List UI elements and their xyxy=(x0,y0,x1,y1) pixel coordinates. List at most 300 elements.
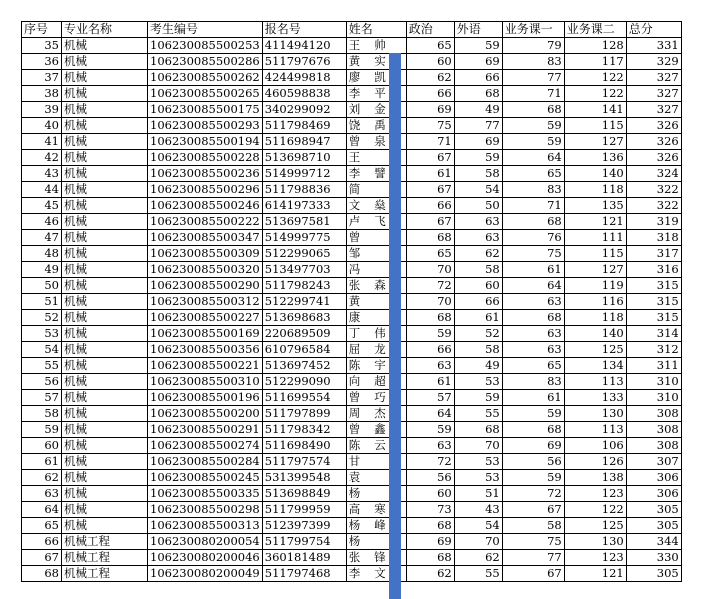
major-cell: 机械 xyxy=(62,150,148,166)
total-score: 306 xyxy=(626,486,681,502)
seq-cell: 57 xyxy=(22,390,62,406)
foreign-language-score: 43 xyxy=(454,502,502,518)
subject-two-score: 122 xyxy=(564,502,626,518)
major-cell: 机械 xyxy=(62,470,148,486)
given-name: 燊 xyxy=(374,198,386,212)
politics-score: 61 xyxy=(406,166,454,182)
table-row xyxy=(22,118,682,134)
politics-score: 72 xyxy=(406,454,454,470)
header-cell: 姓名 xyxy=(346,22,406,38)
foreign-language-score: 54 xyxy=(454,182,502,198)
registration-cell: 512299741 xyxy=(262,294,346,310)
surname: 李 xyxy=(348,86,361,100)
subject-two-score: 117 xyxy=(564,54,626,70)
subject-one-score: 67 xyxy=(502,502,564,518)
subject-two-score: 130 xyxy=(564,406,626,422)
surname: 陈 xyxy=(348,438,361,452)
politics-score: 56 xyxy=(406,470,454,486)
total-score: 311 xyxy=(626,358,681,374)
registration-cell: 513698710 xyxy=(262,150,346,166)
given-name: 巧 xyxy=(374,390,386,404)
table-row xyxy=(22,166,682,182)
subject-one-score: 65 xyxy=(502,166,564,182)
subject-two-score: 116 xyxy=(564,294,626,310)
registration-cell: 340299092 xyxy=(262,102,346,118)
given-name: 文 xyxy=(374,566,386,580)
registration-cell: 511797899 xyxy=(262,406,346,422)
header-cell: 专业名称 xyxy=(62,22,148,38)
given-name: 锋 xyxy=(374,550,386,564)
seq-cell: 68 xyxy=(22,566,62,582)
major-cell: 机械 xyxy=(62,406,148,422)
foreign-language-score: 63 xyxy=(454,214,502,230)
politics-score: 69 xyxy=(406,102,454,118)
registration-cell: 512397399 xyxy=(262,518,346,534)
subject-two-score: 122 xyxy=(564,86,626,102)
politics-score: 66 xyxy=(406,86,454,102)
major-cell: 机械 xyxy=(62,294,148,310)
major-cell: 机械 xyxy=(62,342,148,358)
surname: 廖 xyxy=(348,70,361,84)
foreign-language-score: 53 xyxy=(454,470,502,486)
exam-id-cell: 106230085500298 xyxy=(148,502,263,518)
politics-score: 60 xyxy=(406,486,454,502)
given-name: 鑫 xyxy=(374,422,386,436)
exam-id-cell: 106230085500221 xyxy=(148,358,263,374)
total-score: 310 xyxy=(626,390,681,406)
surname: 黄 xyxy=(348,294,361,308)
surname: 饶 xyxy=(348,118,361,132)
exam-id-cell: 106230085500356 xyxy=(148,342,263,358)
seq-cell: 65 xyxy=(22,518,62,534)
surname: 邹 xyxy=(348,246,361,260)
surname: 向 xyxy=(348,374,361,388)
total-score: 305 xyxy=(626,502,681,518)
subject-one-score: 75 xyxy=(502,534,564,550)
table-row xyxy=(22,134,682,150)
exam-id-cell: 106230085500286 xyxy=(148,54,263,70)
major-cell: 机械 xyxy=(62,390,148,406)
given-name: 伟 xyxy=(374,326,386,340)
exam-id-cell: 106230080200054 xyxy=(148,534,263,550)
subject-one-score: 59 xyxy=(502,470,564,486)
subject-two-score: 136 xyxy=(564,150,626,166)
seq-cell: 66 xyxy=(22,534,62,550)
surname: 丁 xyxy=(348,326,361,340)
politics-score: 67 xyxy=(406,214,454,230)
header-cell: 政治 xyxy=(406,22,454,38)
registration-cell: 514999712 xyxy=(262,166,346,182)
major-cell: 机械 xyxy=(62,198,148,214)
table-row xyxy=(22,550,682,566)
politics-score: 59 xyxy=(406,326,454,342)
subject-one-score: 77 xyxy=(502,70,564,86)
table-row xyxy=(22,342,682,358)
exam-id-cell: 106230085500245 xyxy=(148,470,263,486)
registration-cell: 513697581 xyxy=(262,214,346,230)
politics-score: 68 xyxy=(406,518,454,534)
total-score: 316 xyxy=(626,262,681,278)
foreign-language-score: 62 xyxy=(454,550,502,566)
politics-score: 66 xyxy=(406,342,454,358)
foreign-language-score: 60 xyxy=(454,278,502,294)
foreign-language-score: 69 xyxy=(454,54,502,70)
total-score: 331 xyxy=(626,38,681,54)
header-cell: 报名号 xyxy=(262,22,346,38)
registration-cell: 460598838 xyxy=(262,86,346,102)
given-name: 飞 xyxy=(374,214,386,228)
subject-two-score: 138 xyxy=(564,470,626,486)
table-row xyxy=(22,278,682,294)
foreign-language-score: 61 xyxy=(454,310,502,326)
given-name: 平 xyxy=(374,86,386,100)
major-cell: 机械 xyxy=(62,518,148,534)
seq-cell: 49 xyxy=(22,262,62,278)
table-row xyxy=(22,150,682,166)
table-row xyxy=(22,198,682,214)
table-row xyxy=(22,374,682,390)
given-name: 宇 xyxy=(374,358,386,372)
surname: 袁 xyxy=(348,470,361,484)
table-row xyxy=(22,502,682,518)
major-cell: 机械 xyxy=(62,422,148,438)
seq-cell: 35 xyxy=(22,38,62,54)
foreign-language-score: 49 xyxy=(454,358,502,374)
total-score: 344 xyxy=(626,534,681,550)
total-score: 315 xyxy=(626,278,681,294)
politics-score: 70 xyxy=(406,294,454,310)
exam-id-cell: 106230085500200 xyxy=(148,406,263,422)
registration-cell: 513697452 xyxy=(262,358,346,374)
exam-id-cell: 106230085500236 xyxy=(148,166,263,182)
major-cell: 机械 xyxy=(62,118,148,134)
major-cell: 机械 xyxy=(62,102,148,118)
total-score: 327 xyxy=(626,86,681,102)
politics-score: 67 xyxy=(406,182,454,198)
subject-two-score: 113 xyxy=(564,422,626,438)
subject-one-score: 56 xyxy=(502,454,564,470)
seq-cell: 59 xyxy=(22,422,62,438)
seq-cell: 46 xyxy=(22,214,62,230)
foreign-language-score: 58 xyxy=(454,262,502,278)
given-name: 譬 xyxy=(374,166,386,180)
politics-score: 68 xyxy=(406,550,454,566)
subject-one-score: 67 xyxy=(502,566,564,582)
foreign-language-score: 70 xyxy=(454,534,502,550)
major-cell: 机械 xyxy=(62,70,148,86)
foreign-language-score: 55 xyxy=(454,566,502,582)
redaction-bar xyxy=(389,53,401,599)
registration-cell: 513698683 xyxy=(262,310,346,326)
seq-cell: 41 xyxy=(22,134,62,150)
major-cell: 机械 xyxy=(62,454,148,470)
major-cell: 机械 xyxy=(62,278,148,294)
foreign-language-score: 66 xyxy=(454,294,502,310)
major-cell: 机械 xyxy=(62,166,148,182)
subject-one-score: 68 xyxy=(502,310,564,326)
foreign-language-score: 52 xyxy=(454,326,502,342)
total-score: 306 xyxy=(626,470,681,486)
registration-cell: 360181489 xyxy=(262,550,346,566)
foreign-language-score: 50 xyxy=(454,198,502,214)
registration-cell: 511699554 xyxy=(262,390,346,406)
header-cell: 业务课二 xyxy=(564,22,626,38)
registration-cell: 511798469 xyxy=(262,118,346,134)
exam-id-cell: 106230080200049 xyxy=(148,566,263,582)
seq-cell: 50 xyxy=(22,278,62,294)
total-score: 310 xyxy=(626,374,681,390)
politics-score: 63 xyxy=(406,438,454,454)
table-row xyxy=(22,358,682,374)
seq-cell: 39 xyxy=(22,102,62,118)
total-score: 308 xyxy=(626,406,681,422)
surname: 曾 xyxy=(348,390,361,404)
subject-two-score: 141 xyxy=(564,102,626,118)
politics-score: 64 xyxy=(406,406,454,422)
subject-one-score: 76 xyxy=(502,230,564,246)
subject-two-score: 127 xyxy=(564,134,626,150)
exam-id-cell: 106230085500222 xyxy=(148,214,263,230)
surname: 曾 xyxy=(348,134,361,148)
seq-cell: 55 xyxy=(22,358,62,374)
major-cell: 机械 xyxy=(62,358,148,374)
seq-cell: 60 xyxy=(22,438,62,454)
header-cell: 业务课一 xyxy=(502,22,564,38)
foreign-language-score: 58 xyxy=(454,342,502,358)
foreign-language-score: 68 xyxy=(454,86,502,102)
major-cell: 机械 xyxy=(62,326,148,342)
total-score: 319 xyxy=(626,214,681,230)
major-cell: 机械 xyxy=(62,438,148,454)
surname: 康 xyxy=(348,310,361,324)
subject-two-score: 115 xyxy=(564,118,626,134)
seq-cell: 36 xyxy=(22,54,62,70)
major-cell: 机械 xyxy=(62,38,148,54)
subject-one-score: 63 xyxy=(502,342,564,358)
surname: 杨 xyxy=(348,534,361,548)
total-score: 326 xyxy=(626,150,681,166)
subject-one-score: 83 xyxy=(502,182,564,198)
seq-cell: 54 xyxy=(22,342,62,358)
politics-score: 70 xyxy=(406,262,454,278)
subject-two-score: 140 xyxy=(564,166,626,182)
subject-one-score: 83 xyxy=(502,374,564,390)
surname: 卢 xyxy=(348,214,361,228)
subject-two-score: 119 xyxy=(564,278,626,294)
registration-cell: 511798243 xyxy=(262,278,346,294)
header-cell: 总分 xyxy=(626,22,681,38)
registration-cell: 512299065 xyxy=(262,246,346,262)
foreign-language-score: 68 xyxy=(454,422,502,438)
subject-one-score: 58 xyxy=(502,518,564,534)
subject-two-score: 133 xyxy=(564,390,626,406)
subject-two-score: 122 xyxy=(564,70,626,86)
politics-score: 65 xyxy=(406,38,454,54)
subject-two-score: 121 xyxy=(564,566,626,582)
score-table xyxy=(21,21,682,582)
given-name: 云 xyxy=(374,438,386,452)
surname: 王 xyxy=(348,150,361,164)
surname: 简 xyxy=(348,182,361,196)
surname: 王 xyxy=(348,38,361,52)
politics-score: 69 xyxy=(406,534,454,550)
registration-cell: 511799959 xyxy=(262,502,346,518)
foreign-language-score: 51 xyxy=(454,486,502,502)
subject-one-score: 64 xyxy=(502,278,564,294)
subject-one-score: 59 xyxy=(502,406,564,422)
total-score: 308 xyxy=(626,438,681,454)
politics-score: 61 xyxy=(406,374,454,390)
subject-two-score: 130 xyxy=(564,534,626,550)
table-row xyxy=(22,38,682,54)
politics-score: 60 xyxy=(406,54,454,70)
registration-cell: 220689509 xyxy=(262,326,346,342)
given-name: 龙 xyxy=(374,342,386,356)
surname: 张 xyxy=(348,278,361,292)
subject-two-score: 106 xyxy=(564,438,626,454)
subject-two-score: 127 xyxy=(564,262,626,278)
exam-id-cell: 106230085500194 xyxy=(148,134,263,150)
politics-score: 67 xyxy=(406,150,454,166)
major-cell: 机械 xyxy=(62,86,148,102)
foreign-language-score: 59 xyxy=(454,150,502,166)
table-row xyxy=(22,54,682,70)
subject-one-score: 79 xyxy=(502,38,564,54)
subject-one-score: 63 xyxy=(502,326,564,342)
seq-cell: 48 xyxy=(22,246,62,262)
exam-id-cell: 106230085500310 xyxy=(148,374,263,390)
politics-score: 66 xyxy=(406,198,454,214)
table-row xyxy=(22,390,682,406)
table-row xyxy=(22,182,682,198)
surname: 张 xyxy=(348,550,361,564)
subject-two-score: 135 xyxy=(564,198,626,214)
total-score: 324 xyxy=(626,166,681,182)
registration-cell: 512299090 xyxy=(262,374,346,390)
foreign-language-score: 58 xyxy=(454,166,502,182)
subject-two-score: 118 xyxy=(564,182,626,198)
registration-cell: 424499818 xyxy=(262,70,346,86)
seq-cell: 58 xyxy=(22,406,62,422)
exam-id-cell: 106230085500246 xyxy=(148,198,263,214)
subject-one-score: 65 xyxy=(502,358,564,374)
exam-id-cell: 106230085500313 xyxy=(148,518,263,534)
registration-cell: 411494120 xyxy=(262,38,346,54)
exam-id-cell: 106230085500169 xyxy=(148,326,263,342)
politics-score: 68 xyxy=(406,230,454,246)
registration-cell: 614197333 xyxy=(262,198,346,214)
seq-cell: 44 xyxy=(22,182,62,198)
total-score: 322 xyxy=(626,198,681,214)
exam-id-cell: 106230085500312 xyxy=(148,294,263,310)
table-row xyxy=(22,406,682,422)
exam-id-cell: 106230085500296 xyxy=(148,182,263,198)
seq-cell: 51 xyxy=(22,294,62,310)
registration-cell: 610796584 xyxy=(262,342,346,358)
exam-id-cell: 106230085500196 xyxy=(148,390,263,406)
foreign-language-score: 53 xyxy=(454,454,502,470)
total-score: 312 xyxy=(626,342,681,358)
subject-two-score: 125 xyxy=(564,342,626,358)
total-score: 314 xyxy=(626,326,681,342)
seq-cell: 40 xyxy=(22,118,62,134)
registration-cell: 511797676 xyxy=(262,54,346,70)
table-row xyxy=(22,262,682,278)
table-row xyxy=(22,310,682,326)
subject-one-score: 72 xyxy=(502,486,564,502)
total-score: 326 xyxy=(626,118,681,134)
politics-score: 63 xyxy=(406,358,454,374)
subject-one-score: 68 xyxy=(502,422,564,438)
table-row xyxy=(22,566,682,582)
table-row xyxy=(22,470,682,486)
surname: 刘 xyxy=(348,102,361,116)
exam-id-cell: 106230085500175 xyxy=(148,102,263,118)
seq-cell: 62 xyxy=(22,470,62,486)
subject-one-score: 64 xyxy=(502,150,564,166)
major-cell: 机械 xyxy=(62,374,148,390)
major-cell: 机械工程 xyxy=(62,550,148,566)
surname: 甘 xyxy=(348,454,361,468)
major-cell: 机械 xyxy=(62,182,148,198)
major-cell: 机械工程 xyxy=(62,534,148,550)
subject-one-score: 77 xyxy=(502,550,564,566)
major-cell: 机械 xyxy=(62,230,148,246)
surname: 高 xyxy=(348,502,361,516)
total-score: 307 xyxy=(626,454,681,470)
exam-id-cell: 106230085500227 xyxy=(148,310,263,326)
table-row xyxy=(22,518,682,534)
major-cell: 机械 xyxy=(62,54,148,70)
surname: 陈 xyxy=(348,358,361,372)
exam-id-cell: 106230085500228 xyxy=(148,150,263,166)
foreign-language-score: 49 xyxy=(454,102,502,118)
major-cell: 机械 xyxy=(62,502,148,518)
table-row xyxy=(22,102,682,118)
total-score: 315 xyxy=(626,310,681,326)
surname: 李 xyxy=(348,166,361,180)
registration-cell: 513497703 xyxy=(262,262,346,278)
exam-id-cell: 106230085500274 xyxy=(148,438,263,454)
subject-one-score: 68 xyxy=(502,214,564,230)
given-name: 峰 xyxy=(374,518,386,532)
seq-cell: 42 xyxy=(22,150,62,166)
surname: 杨 xyxy=(348,518,361,532)
foreign-language-score: 59 xyxy=(454,390,502,406)
total-score: 317 xyxy=(626,246,681,262)
exam-id-cell: 106230085500309 xyxy=(148,246,263,262)
subject-one-score: 68 xyxy=(502,102,564,118)
politics-score: 57 xyxy=(406,390,454,406)
surname: 李 xyxy=(348,566,361,580)
surname: 曾 xyxy=(348,230,361,244)
subject-one-score: 71 xyxy=(502,86,564,102)
subject-one-score: 83 xyxy=(502,54,564,70)
registration-cell: 511797574 xyxy=(262,454,346,470)
score-sheet xyxy=(21,21,682,582)
foreign-language-score: 54 xyxy=(454,518,502,534)
subject-one-score: 59 xyxy=(502,134,564,150)
table-row xyxy=(22,86,682,102)
total-score: 326 xyxy=(626,134,681,150)
politics-score: 73 xyxy=(406,502,454,518)
surname: 曾 xyxy=(348,422,361,436)
subject-two-score: 111 xyxy=(564,230,626,246)
table-row xyxy=(22,486,682,502)
subject-one-score: 75 xyxy=(502,246,564,262)
exam-id-cell: 106230085500290 xyxy=(148,278,263,294)
foreign-language-score: 63 xyxy=(454,230,502,246)
